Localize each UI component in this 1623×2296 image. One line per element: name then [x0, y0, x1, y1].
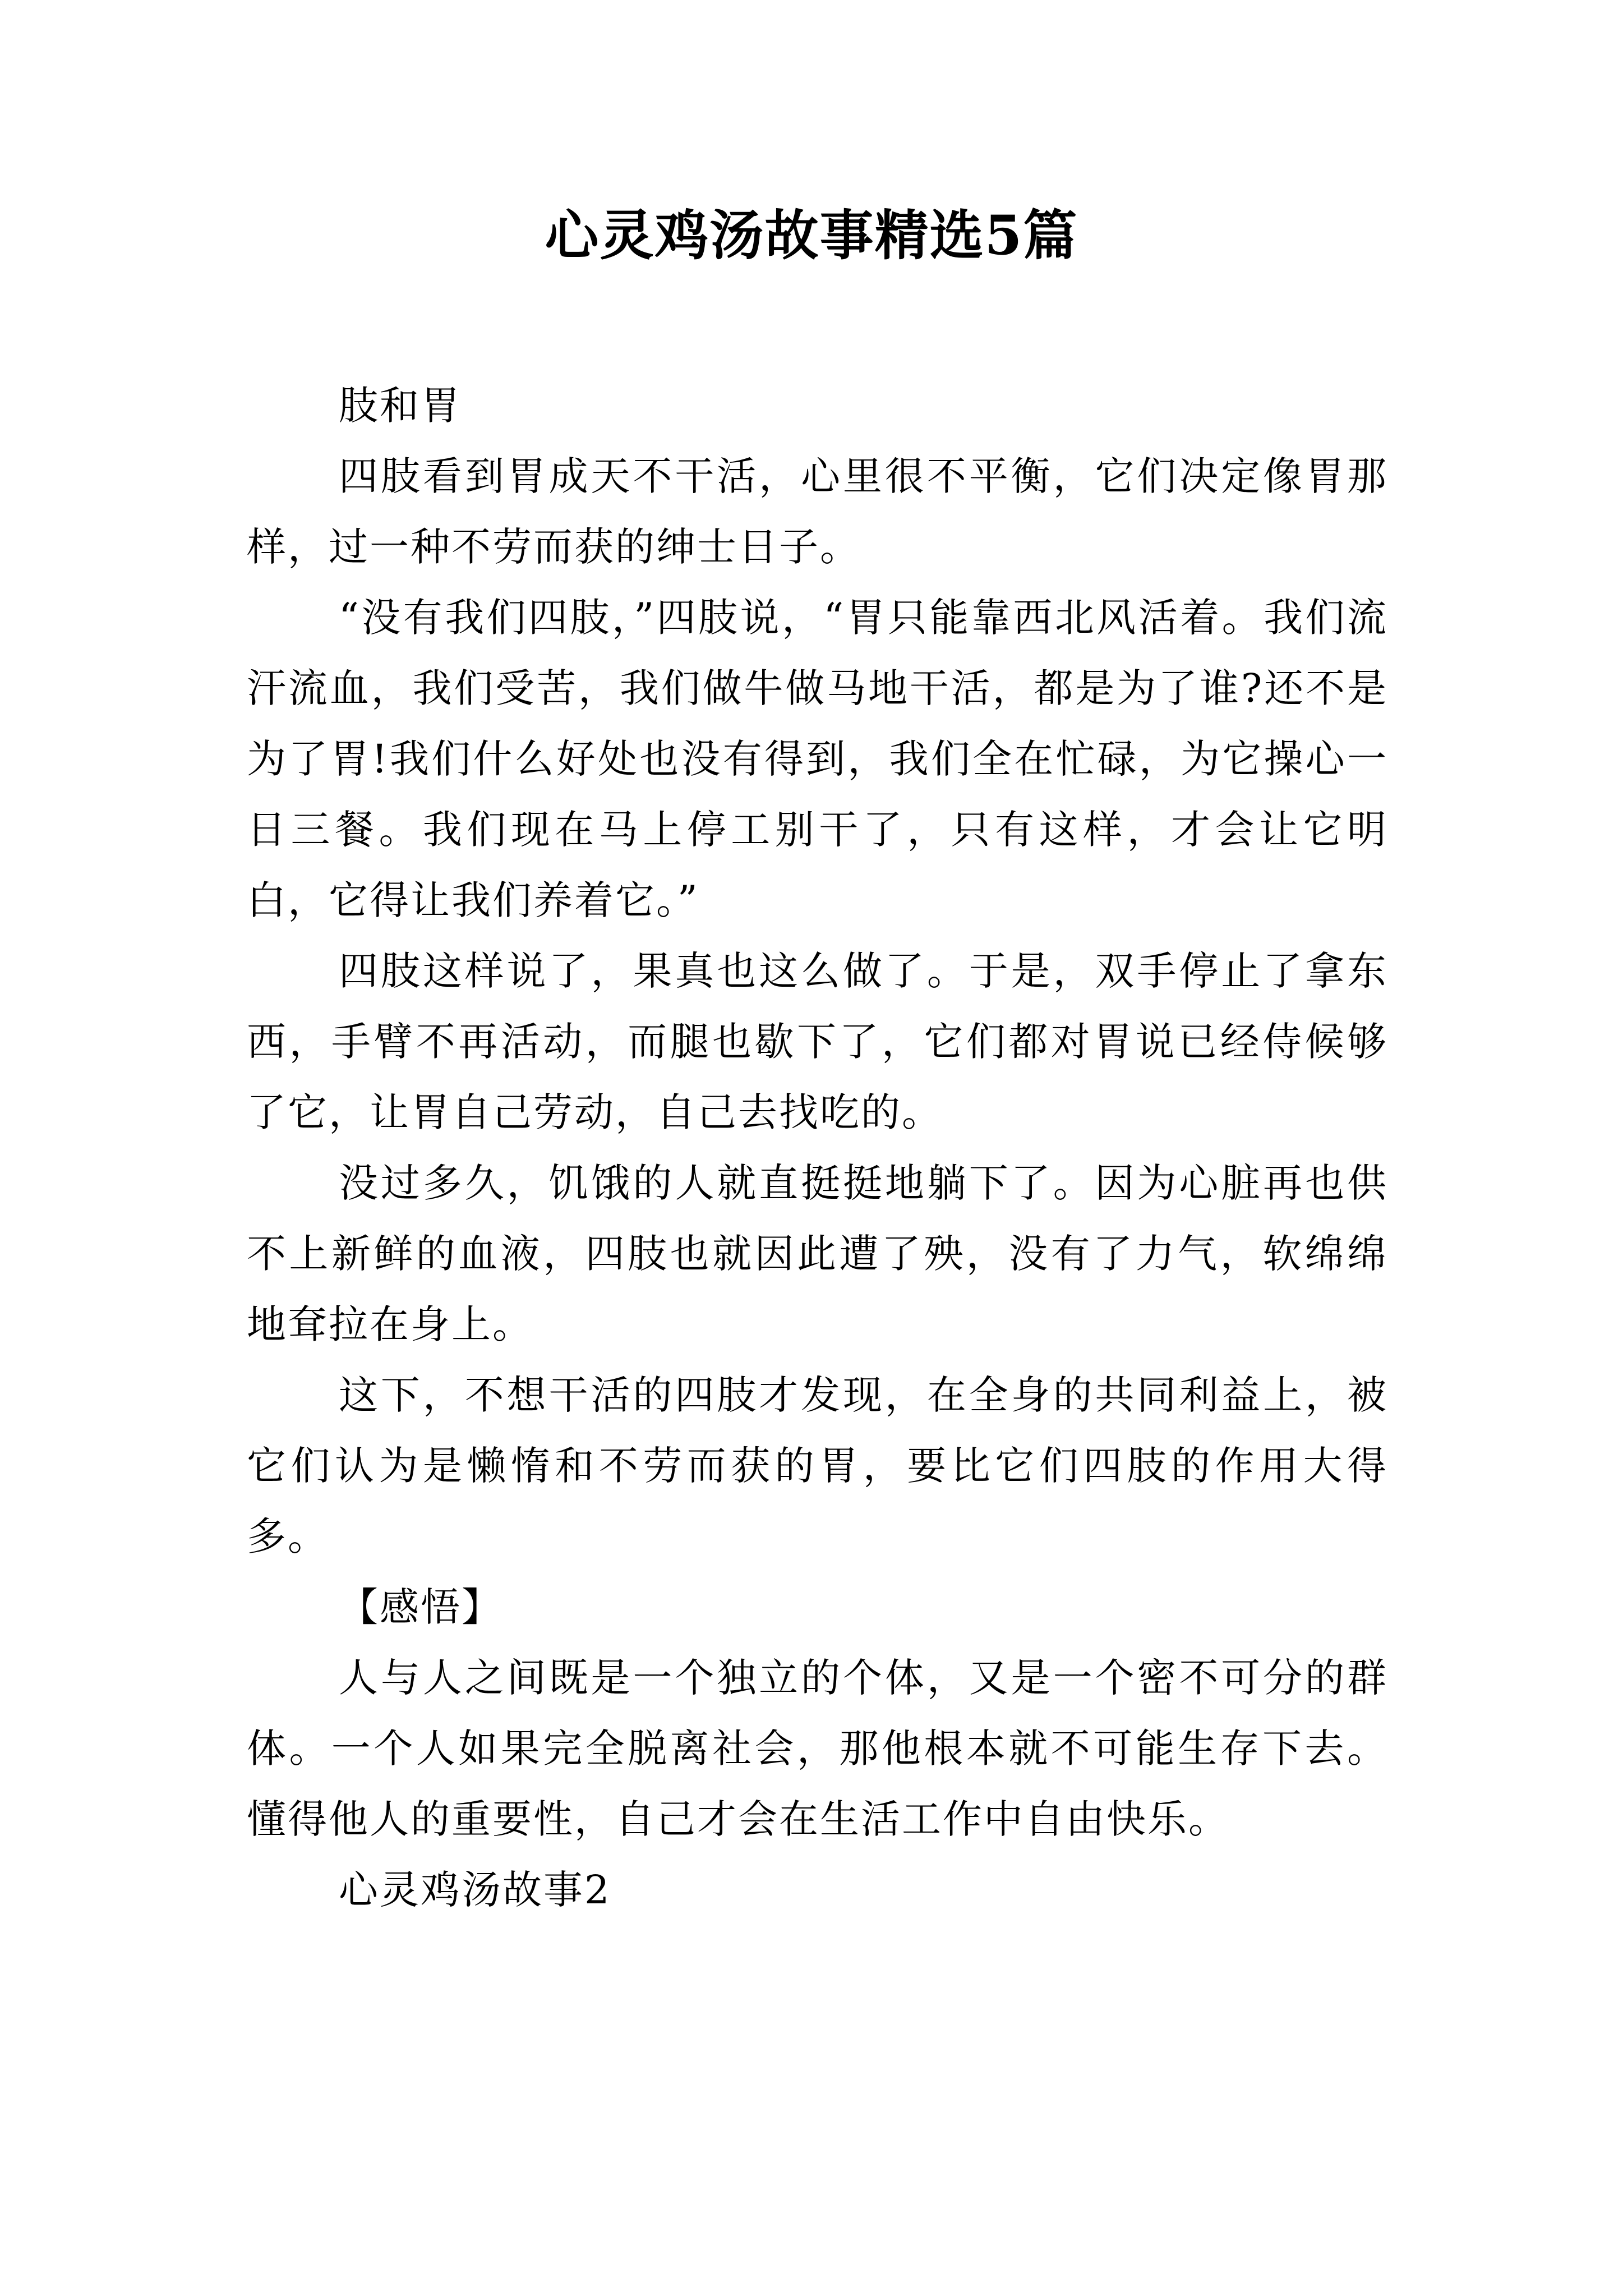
insight-heading: 【感悟】 [339, 1584, 502, 1630]
section-heading: 肢和胃 [339, 383, 462, 429]
paragraph: 这下，不想干活的四肢才发现，在全身的共同利益上，被它们认为是懒惰和不劳而获的胃，要比它们四肢的作用大得多。 [247, 1372, 1388, 1559]
paragraph: 四肢这样说了，果真也这么做了。于是，双手停止了拿东西，手臂不再活动，而腿也歇下了，它们都对胃说已经侍候够了它，让胃自己劳动，自己去找吃的。 [247, 948, 1388, 1135]
paragraph: 人与人之间既是一个独立的个体，又是一个密不可分的群体。一个人如果完全脱离社会，那他根本就不可能生存下去。懂得他人的重要性，自己才会在生活工作中自由快乐。 [247, 1655, 1388, 1842]
paragraph: 四肢看到胃成天不干活，心里很不平衡，它们决定像胃那样，过一种不劳而获的绅士日子。 [247, 453, 1388, 570]
document-body [247, 370, 1388, 1925]
section-heading: 心灵鸡汤故事2 [339, 1867, 611, 1913]
paragraph: “没有我们四肢，”四肢说，“胃只能靠西北风活着。我们流汗流血，我们受苦，我们做牛做马地干活，都是为了谁?还不是为了胃!我们什么好处也没有得到，我们全在忙碌，为它操心一日三餐。我们现在马上停工别干了，只有这样，才会让它明白，它得让我们养着它。” [247, 595, 1388, 923]
paragraph: 没过多久，饥饿的人就直挺挺地躺下了。因为心脏再也供不上新鲜的血液，四肢也就因此遭了殃，没有了力气，软绵绵地耷拉在身上。 [247, 1160, 1388, 1347]
document-title: 心灵鸡汤故事精选5篇 [545, 204, 1078, 267]
